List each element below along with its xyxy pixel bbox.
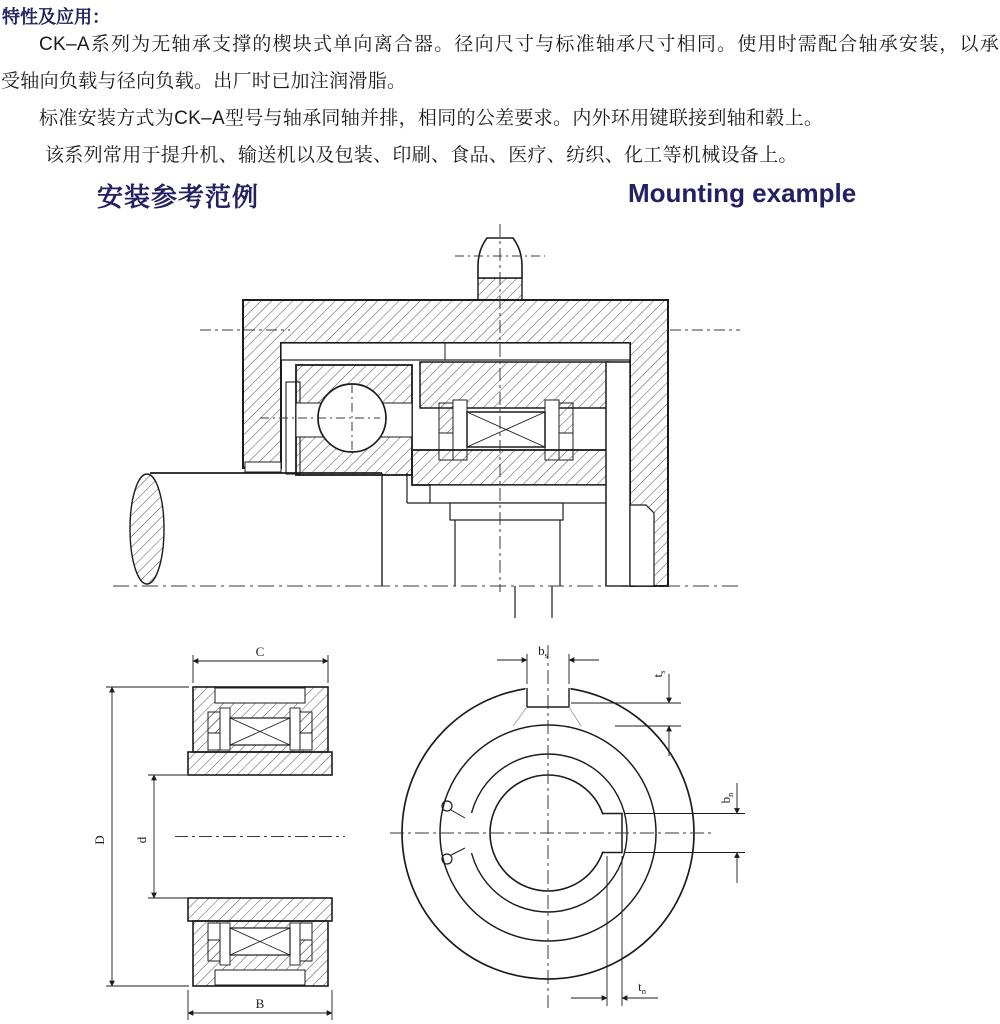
- dim-label-B: B: [255, 996, 265, 1011]
- dim-label-ts: $t_s$: [650, 670, 667, 678]
- dim-label-tn: $t_n$: [638, 979, 646, 996]
- intro-line-4: 该系列常用于提升机、输送机以及包装、印刷、食品、医疗、纺织、化工等机械设备上。: [45, 145, 798, 166]
- sprag-clutch-section: [412, 362, 613, 485]
- sprag-element: [467, 412, 545, 447]
- intro-line-3: 标准安装方式为CK–A型号与轴承同轴并排，相同的公差要求。内外环用键联接到轴和毂上。: [39, 108, 824, 129]
- shaft: [130, 473, 430, 586]
- ball-bearing-section: [286, 365, 412, 475]
- outer-ring-lower: [188, 898, 332, 986]
- section-title-zh: 安装参考范例: [97, 182, 260, 212]
- intro-heading: 特性及应用：: [2, 7, 110, 27]
- intro-line-2: 受轴向负载与径向负载。出厂时已加注润滑脂。: [1, 71, 407, 92]
- dim-label-d: d: [134, 836, 149, 844]
- clutch-front-view-drawing: [385, 630, 785, 1024]
- dim-label-C: C: [255, 644, 265, 659]
- intro-line-1: CK–A系列为无轴承支撑的楔块式单向离合器。径向尺寸与标准轴承尺寸相同。使用时需配合轴承安装，以承: [39, 34, 999, 55]
- dim-label-bs: $b_s$: [538, 643, 548, 660]
- shaft-break-symbol: [130, 474, 164, 584]
- dimension-C: [193, 655, 328, 683]
- clutch-section-drawing: [90, 635, 380, 1023]
- outer-ring-upper: [188, 687, 332, 775]
- outer-keyway: [513, 676, 581, 726]
- dim-label-bn: $b_n$: [718, 792, 735, 804]
- section-title-en: Mounting example: [628, 178, 857, 208]
- dim-label-D: D: [92, 835, 107, 845]
- cover-plate: [281, 343, 630, 360]
- mounting-example-drawing: [85, 222, 745, 624]
